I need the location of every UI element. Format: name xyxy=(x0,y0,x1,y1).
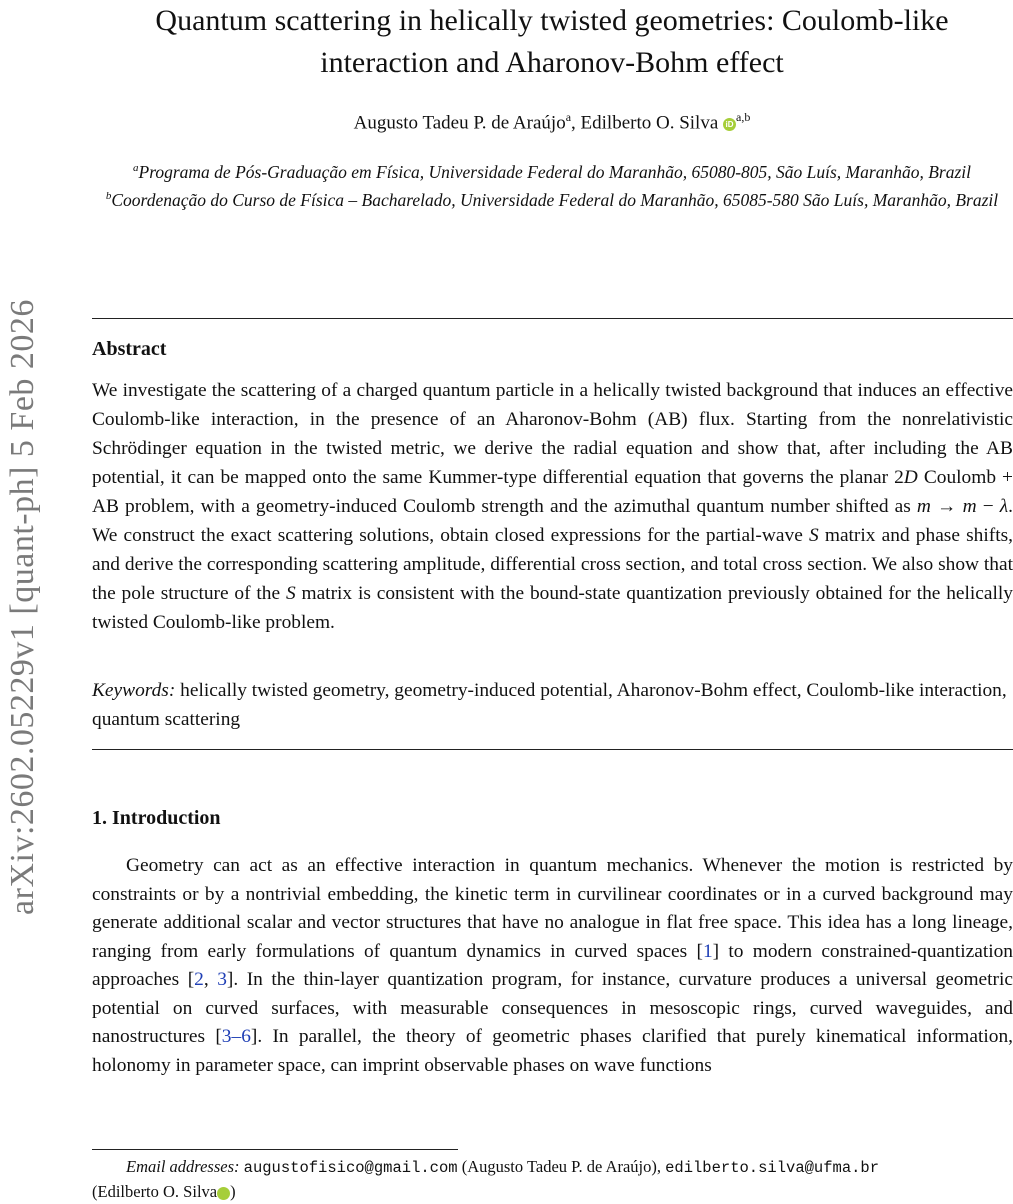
section-heading-introduction: 1. Introduction xyxy=(92,807,221,829)
citation-link[interactable]: 3–6 xyxy=(221,1026,251,1047)
author-name[interactable]: Edilberto O. Silva xyxy=(580,112,719,134)
footnote-rule xyxy=(92,1149,458,1150)
author-name[interactable]: Augusto Tadeu P. de Araújo xyxy=(353,112,566,134)
arxiv-side-identifier: arXiv:2602.05229v1 [quant-ph] 5 Feb 2026 xyxy=(4,299,41,915)
abstract-bottom-rule xyxy=(92,749,1013,750)
orcid-icon[interactable]: iD xyxy=(723,118,736,131)
author-affil-mark: a,b xyxy=(736,110,751,124)
citation-link[interactable]: 1 xyxy=(702,940,713,962)
email-link[interactable]: edilberto.silva@ufma.br xyxy=(665,1159,880,1177)
orcid-icon[interactable]: iD xyxy=(217,1187,230,1200)
citation-link[interactable]: 2 xyxy=(194,969,204,990)
affiliations xyxy=(92,156,1012,212)
email-footnote: Email addresses: augustofisico@gmail.com (Augusto Tadeu P. de Araújo), edilberto.silva@ufma.br (Edilberto O. Silva iD) xyxy=(92,1157,880,1201)
author-affil-mark: a xyxy=(565,110,572,124)
keywords-label: Keywords: xyxy=(92,680,176,701)
abstract-top-rule xyxy=(92,318,1013,319)
keywords xyxy=(92,676,1013,734)
introduction-paragraph: Geometry can act as an effective interaction in quantum mechanics. Whenever the motion is restricted by constraints or by a nontrivial embedding, the kinetic term in curvilinear coordinates or in a curved background may generate additional scalar and vector structures that have no analogue in flat free space. This idea has a long lineage, ranging from early formulations of quantum dynamics in curved spaces [1] to modern constrained-quantization approaches [2, 3]. In the thin-layer quantization program, for instance, curvature produces a universal geometric potential on curved surfaces, with measurable consequences in mesoscopic rings, curved waveguides, and nanostructures [3–6]. In parallel, the theory of geometric phases clarified that purely kinematical information, holonomy in parameter space, can imprint observable phases on wave functions xyxy=(92,855,1013,1076)
footnote-label: Email addresses: xyxy=(126,1157,240,1176)
affiliation-a: $^a$Programa de Pós-Graduação em Física, Universidade Federal do Maranhão, 65080-805, São Luís, Maranhão, Brazil xyxy=(133,161,971,182)
keywords-list: helically twisted geometry, geometry-induced potential, Aharonov-Bohm effect, Coulomb-like interaction, quantum scattering xyxy=(92,680,1007,730)
paper-title: Quantum scattering in helically twisted geometries: Coulomb-like interaction and Aharonov-Bohm effect xyxy=(155,4,949,79)
abstract-body: We investigate the scattering of a charged quantum particle in a helically twisted background that induces an effective Coulomb-like interaction, in the presence of an Aharonov-Bohm (AB) flux. Starting from the nonrelativistic Schrödinger equation in the twisted metric, we derive the radial equation and show that, after including the AB potential, it can be mapped onto the same Kummer-type differential equation that governs the planar 2D Coulomb + AB problem, with a geometry-induced Coulomb strength and the azimuthal quantum number shifted as m → m − λ. We construct the exact scattering solutions, obtain closed expressions for the partial-wave S matrix and phase shifts, and derive the corresponding scattering amplitude, differential cross section, and total cross section. We also show that the pole structure of the S matrix is consistent with the bound-state quantization previously obtained for the helically twisted Coulomb-like problem. xyxy=(92,380,1013,633)
email-link[interactable]: augustofisico@gmail.com xyxy=(243,1159,458,1177)
abstract-heading: Abstract xyxy=(92,338,167,360)
affiliation-b: $^b$Coordenação do Curso de Física – Bacharelado, Universidade Federal do Maranhão, 65085-580 São Luís, Maranhão, Brazil xyxy=(105,189,999,210)
citation-link[interactable]: 3 xyxy=(217,969,227,990)
author-line: Augusto Tadeu P. de Araújo$^a$, Edilberto O. Silva iD$^{a,b}$ xyxy=(353,110,751,134)
